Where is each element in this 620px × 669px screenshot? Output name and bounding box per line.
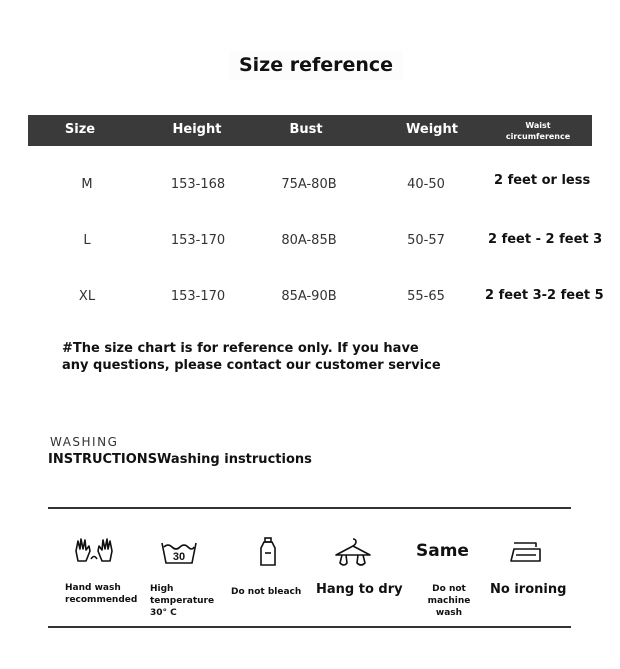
cell-waist: 2 feet - 2 feet 3 — [488, 232, 603, 247]
care-same-text: Same — [416, 541, 469, 561]
cell-size: L — [83, 233, 91, 248]
header-bust: Bust — [289, 122, 323, 137]
cell-waist: 2 feet 3-2 feet 5 — [485, 288, 604, 303]
cell-height: 153-170 — [170, 233, 226, 248]
divider-top — [48, 507, 571, 509]
table-header — [28, 115, 592, 146]
size-note: #The size chart is for reference only. If you have any questions, please contact our customer service — [62, 341, 441, 373]
divider-bottom — [48, 626, 571, 628]
header-weight: Weight — [406, 122, 458, 137]
header-height: Height — [172, 122, 222, 137]
cell-weight: 40-50 — [407, 177, 445, 192]
table-row — [28, 173, 608, 207]
washing-heading: WASHING — [50, 435, 119, 449]
header-size: Size — [64, 122, 96, 137]
cell-size: XL — [78, 289, 96, 304]
table-row — [28, 233, 608, 263]
cell-height: 153-170 — [170, 289, 226, 304]
page-title: Size reference — [230, 50, 402, 80]
care-label-wash-30: High temperature 30° C — [150, 584, 215, 618]
washing-subheading: INSTRUCTIONSWashing instructions — [48, 452, 312, 467]
care-label-no-machine-wash: Do not machine wash — [427, 584, 471, 618]
care-label-hang-dry: Hang to dry — [316, 582, 403, 597]
iron-icon — [508, 535, 544, 569]
cell-bust: 85A-90B — [281, 289, 337, 304]
cell-size: M — [81, 177, 93, 192]
care-label-no-bleach: Do not bleach — [231, 587, 302, 597]
cell-waist: 2 feet or less — [494, 173, 591, 188]
hanger-icon — [334, 535, 372, 569]
care-label-hand-wash: Hand wash recommended — [65, 583, 138, 605]
cell-bust: 75A-80B — [281, 177, 337, 192]
cell-bust: 80A-85B — [281, 233, 337, 248]
care-label-no-iron: No ironing — [490, 582, 567, 597]
header-waist: Waist circumference — [505, 121, 571, 141]
care-wash-30 — [160, 535, 198, 569]
care-hand-wash — [72, 535, 116, 569]
wash-30-icon — [160, 535, 198, 569]
cell-weight: 50-57 — [407, 233, 445, 248]
care-no-bleach — [257, 535, 279, 569]
bleach-bottle-icon — [257, 535, 279, 569]
svg-text:30: 30 — [172, 551, 186, 563]
hand-wash-icon — [72, 535, 116, 569]
cell-weight: 55-65 — [407, 289, 445, 304]
care-hang-dry — [334, 535, 372, 569]
care-no-iron — [508, 535, 544, 569]
cell-height: 153-168 — [170, 177, 226, 192]
table-row — [28, 289, 608, 319]
